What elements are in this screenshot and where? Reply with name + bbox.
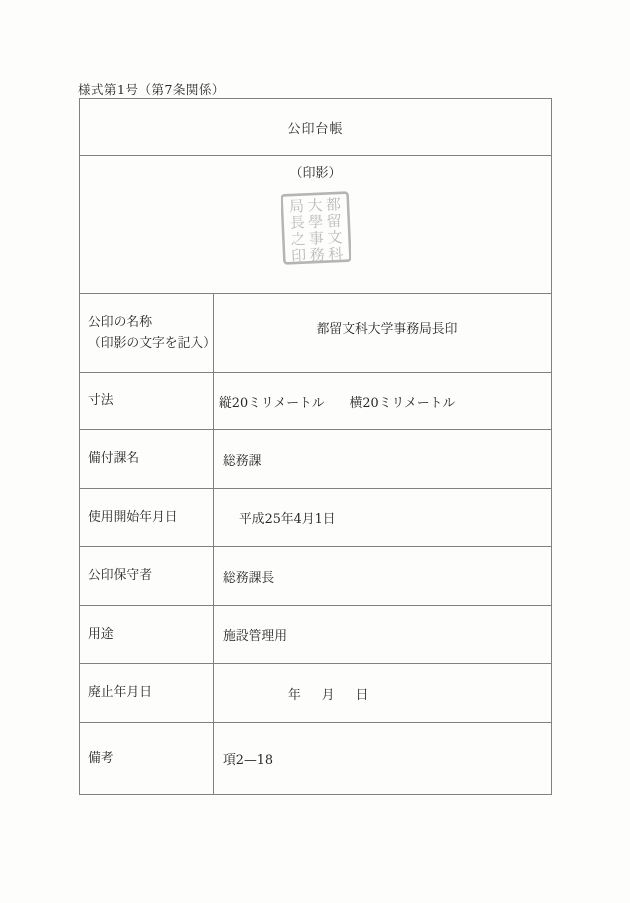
svg-text:之: 之 — [289, 230, 306, 249]
svg-text:學: 學 — [307, 212, 324, 232]
svg-text:局: 局 — [288, 197, 304, 216]
svg-text:印: 印 — [290, 246, 307, 265]
svg-text:文: 文 — [326, 228, 343, 248]
dimensions-label: 寸法 — [80, 373, 214, 429]
official-seal-image — [281, 191, 351, 269]
row-purpose — [80, 606, 551, 664]
row-start-date — [80, 489, 551, 547]
row-remarks — [80, 723, 551, 794]
department-label: 備付課名 — [80, 430, 214, 488]
row-custodian — [80, 547, 551, 606]
purpose-label: 用途 — [80, 606, 214, 663]
abolition-date-value — [214, 664, 551, 722]
purpose-value: 施設管理用 — [223, 629, 287, 644]
seal-register-table — [79, 98, 552, 795]
svg-text:大: 大 — [306, 196, 323, 215]
seal-impression-row — [80, 156, 551, 294]
svg-text:留: 留 — [325, 211, 342, 231]
seal-name-label: 公印の名称 （印影の文字を記入） — [80, 294, 214, 372]
register-title: 公印台帳 — [287, 121, 344, 137]
seal-name-value: 都留文科大学事務局長印 — [316, 322, 458, 337]
custodian-label: 公印保守者 — [80, 547, 214, 605]
svg-text:長: 長 — [288, 213, 305, 233]
seal-impression-caption: （印影） — [289, 166, 342, 181]
dimension-height: 縦20ミリメートル — [219, 395, 325, 411]
table-title-row — [80, 99, 551, 156]
department-value: 総務課 — [223, 453, 262, 469]
svg-text:務: 務 — [308, 245, 325, 265]
row-seal-name — [80, 294, 551, 373]
svg-text:事: 事 — [308, 229, 324, 248]
row-abolition-date — [80, 664, 551, 723]
abolition-date-label: 廃止年月日 — [80, 664, 214, 722]
start-date-label: 使用開始年月日 — [80, 489, 214, 546]
abolition-day-placeholder: 日 — [355, 687, 369, 703]
dimension-width: 横20ミリメートル — [349, 395, 456, 411]
custodian-value: 総務課長 — [223, 570, 275, 586]
svg-text:都: 都 — [325, 195, 341, 215]
row-department — [80, 430, 551, 489]
abolition-month-placeholder: 月 — [321, 687, 335, 703]
seal-stamp-icon — [281, 191, 351, 265]
remarks-label: 備考 — [80, 723, 214, 794]
svg-text:科: 科 — [327, 244, 344, 264]
form-number-label: 様式第1号（第7条関係） — [78, 82, 225, 97]
abolition-year-placeholder: 年 — [288, 687, 301, 703]
start-date-value: 平成25年4月1日 — [239, 512, 336, 527]
dimensions-value — [214, 373, 551, 429]
remarks-value: 項2—18 — [223, 753, 274, 768]
row-dimensions — [80, 373, 551, 430]
